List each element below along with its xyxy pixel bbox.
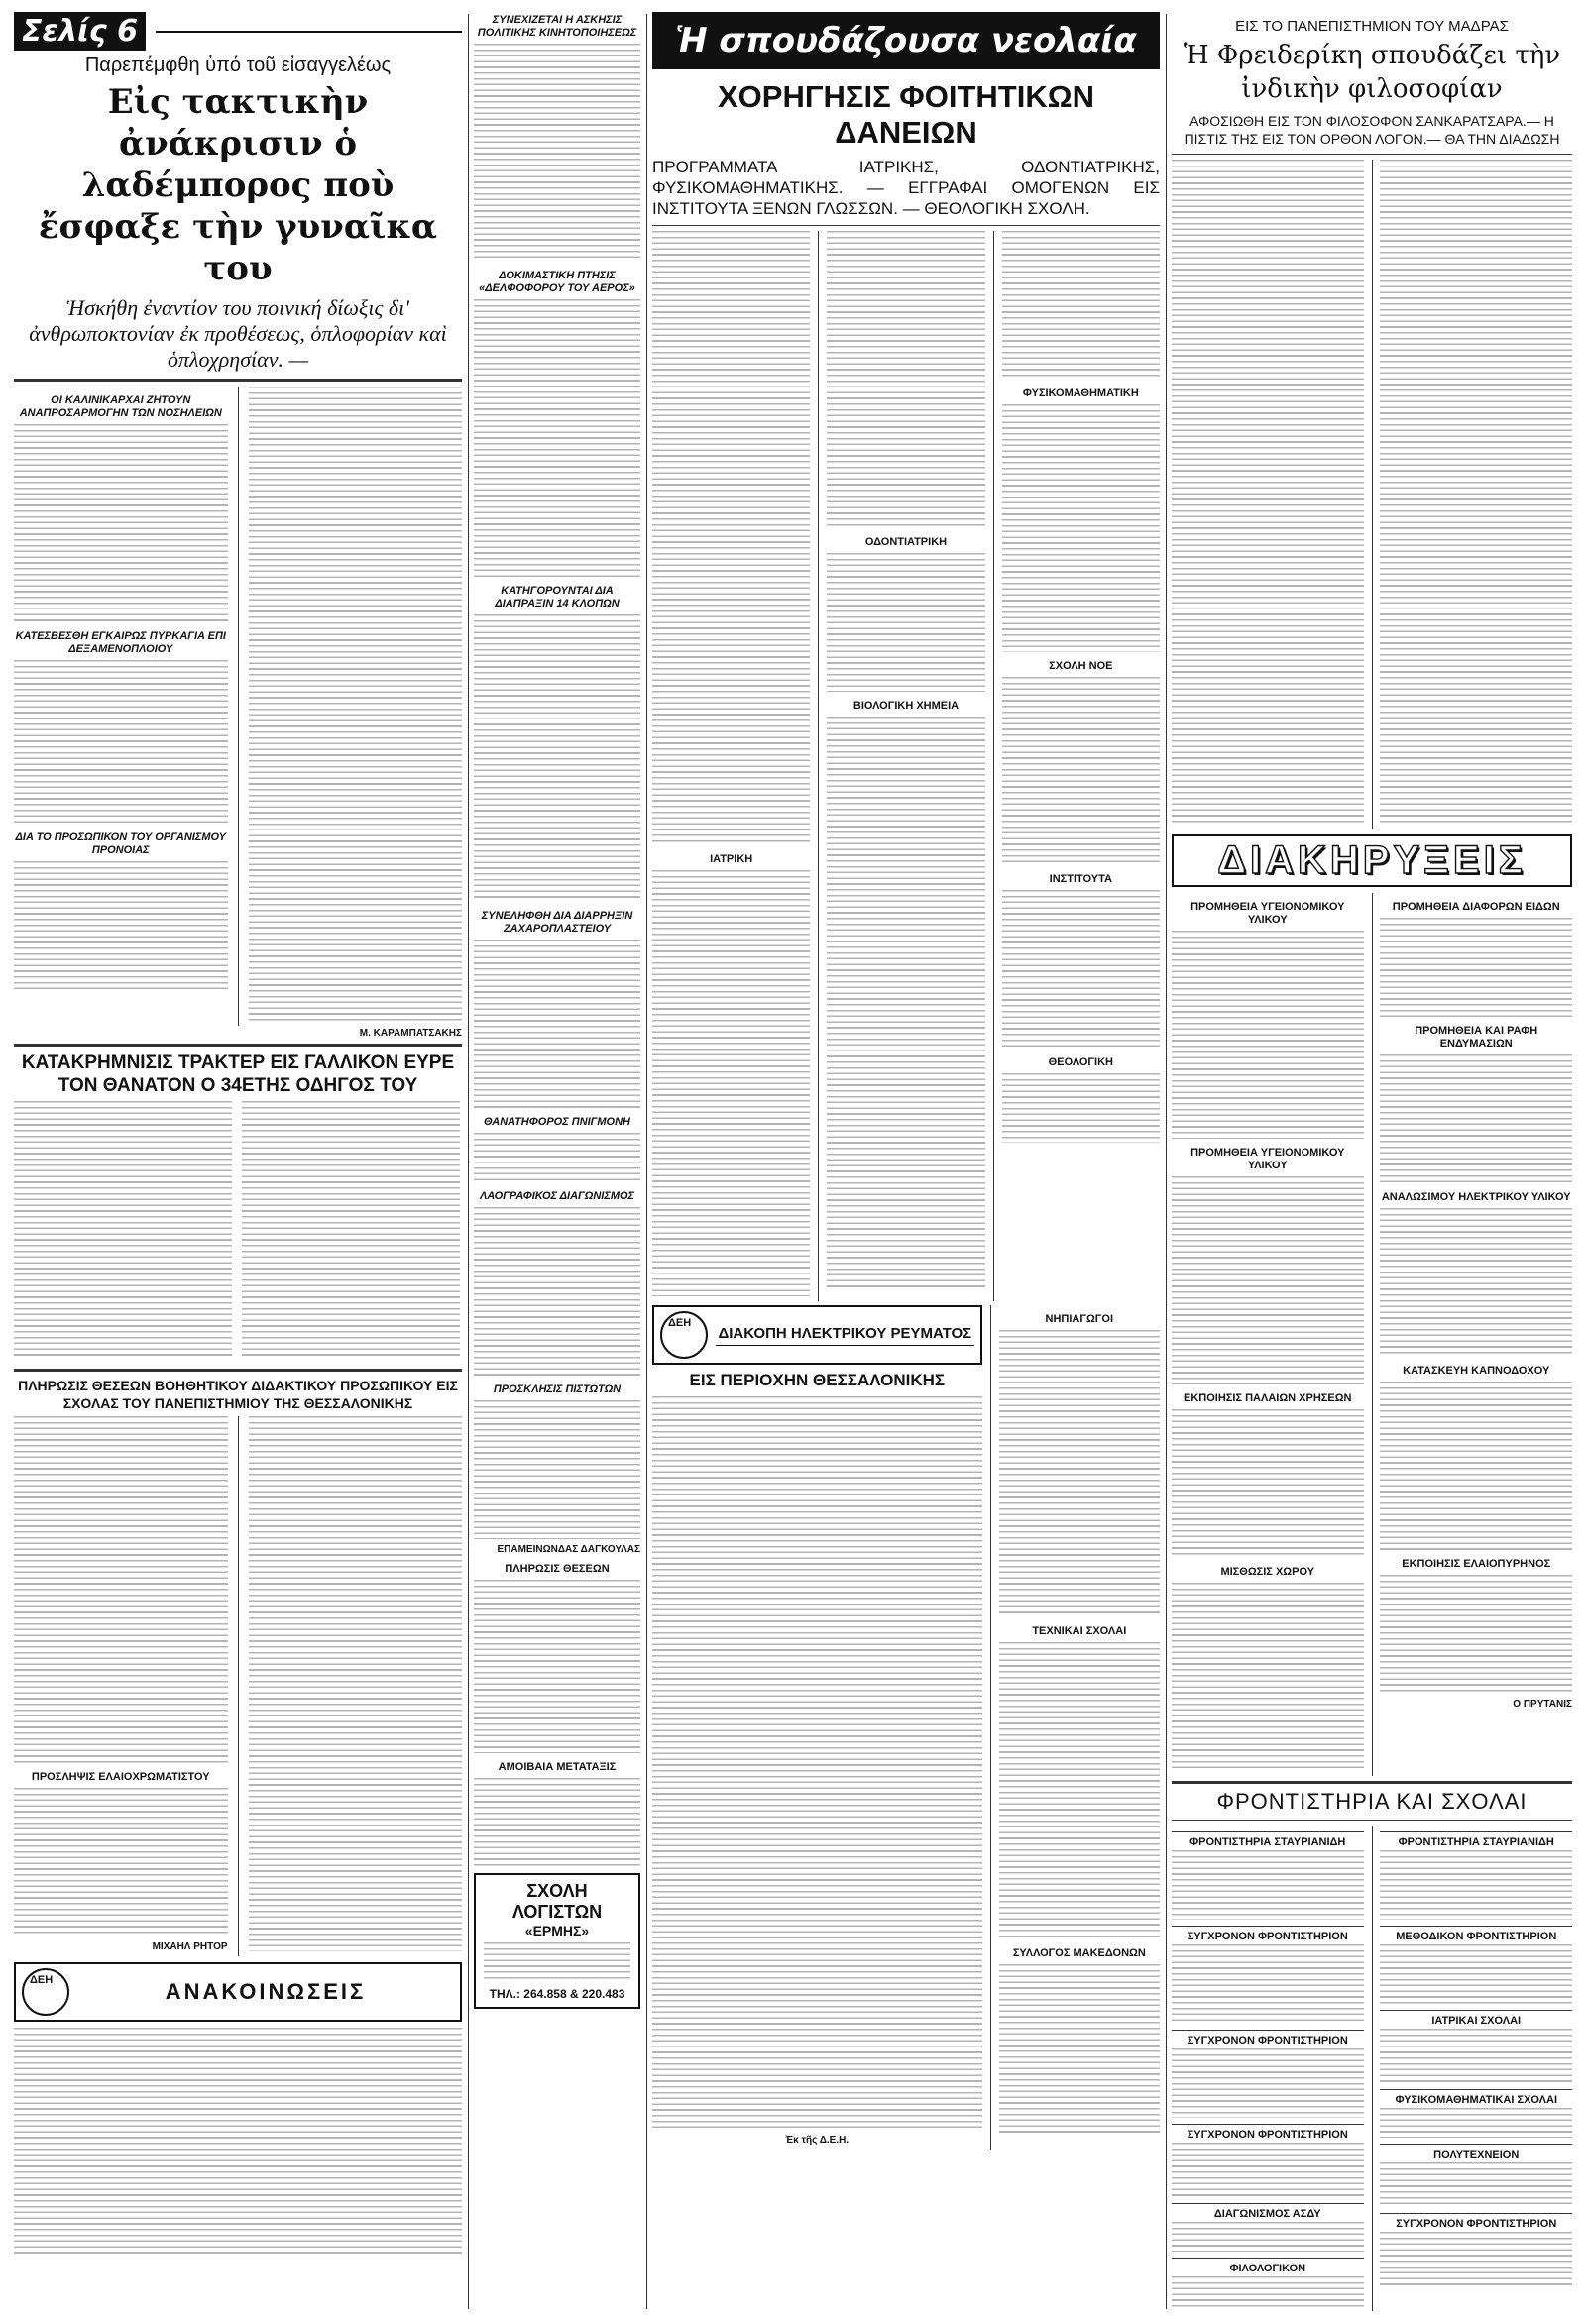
body-text: [999, 1964, 1160, 2133]
section-heading: ΔΙΑ ΤΟ ΠΡΟΣΩΠΙΚΟΝ ΤΟΥ ΟΡΓΑΝΙΣΜΟΥ ΠΡΟΝΟΙΑΣ: [15, 831, 226, 856]
column-center: [652, 12, 1160, 2311]
announcements-title: ΑΝΑΚΟΙΝΩΣΕΙΣ: [165, 1979, 367, 2004]
body-text: [14, 660, 228, 824]
body-text: [242, 1101, 460, 1359]
article-kicker: ΕΙΣ ΤΟ ΠΑΝΕΠΙΣΤΗΜΙΟΝ ΤΟΥ ΜΑΔΡΑΣ: [1235, 18, 1509, 35]
section-heading: ΔΟΚΙΜΑΣΤΙΚΗ ΠΤΗΣΙΣ «ΔΕΛΦΟΦΟΡΟΥ ΤΟΥ ΑΕΡΟΣ»: [479, 270, 635, 294]
body-text: [1002, 231, 1160, 380]
section-heading: ΠΡΟΣΚΛΗΣΙΣ ΠΙΣΤΩΤΩΝ: [493, 1383, 622, 1395]
section-heading: ΠΡΟΜΗΘΕΙΑ ΔΙΑΦΟΡΩΝ ΕΙΔΩΝ: [1392, 901, 1560, 913]
power-outage-notice: [652, 1305, 982, 2150]
article-kicker: Παρεπέμφθη ὑπό τοῦ εἰσαγγελέως: [84, 55, 392, 76]
body-text: [827, 231, 984, 528]
body-text: [652, 1396, 982, 2130]
school-ad-phone: ΤΗΛ.: 264.858 & 220.483: [489, 1987, 625, 2001]
body-text: [1380, 1208, 1572, 1357]
column-2: [474, 12, 640, 2311]
declarations-col-a: [1172, 893, 1364, 1776]
school-title: ΣΥΓΧΡΟΝΟΝ ΦΡΟΝΤΙΣΤΗΡΙΟΝ: [1172, 2124, 1364, 2141]
body-text: [1172, 1176, 1364, 1384]
body-text: [14, 1788, 228, 1937]
school-title: ΣΥΓΧΡΟΝΟΝ ΦΡΟΝΤΙΣΤΗΡΙΟΝ: [1380, 2213, 1572, 2230]
body-text: [1380, 1382, 1572, 1550]
body-text: [1380, 1575, 1572, 1694]
body-text: [474, 1400, 640, 1539]
declarations-col-b: [1380, 893, 1572, 1776]
article-headline: Ἡ Φρειδερίκη σπουδάζει τὴν ἰνδικὴν φιλοσοφίαν: [1183, 41, 1561, 104]
subcolumn-1a: [14, 387, 228, 1026]
section-heading: ΙΑΤΡΙΚΗ: [710, 853, 753, 865]
subcolumn-3d: [999, 1305, 1160, 2150]
school-title: ΦΡΟΝΤΙΣΤΗΡΙΑ ΣΤΑΥΡΙΑΝΙΔΗ: [1380, 1831, 1572, 1848]
power-outage-title: ΔΙΑΚΟΠΗ ΗΛΕΚΤΡΙΚΟΥ ΡΕΥΜΑΤΟΣ: [716, 1325, 974, 1346]
body-text: [484, 1942, 630, 1982]
body-text: [474, 1778, 640, 1867]
announcements-header: [14, 1962, 462, 2022]
body-text: [474, 44, 640, 262]
body-text: [14, 424, 228, 622]
section-heading: ΠΡΟΜΗΘΕΙΑ ΥΓΕΙΟΝΟΜΙΚΟΥ ΥΛΙΚΟΥ: [1190, 901, 1345, 926]
school-title: ΦΡΟΝΤΙΣΤΗΡΙΑ ΣΤΑΥΡΙΑΝΙΔΗ: [1172, 1831, 1364, 1848]
section-heading: ΝΗΠΙΑΓΩΓΟΙ: [1045, 1313, 1114, 1325]
school-title: ΜΕΘΟΔΙΚΟΝ ΦΡΟΝΤΙΣΤΗΡΙΟΝ: [1380, 1926, 1572, 1942]
body-text: [1172, 1583, 1364, 1771]
schools-section-title: ΦΡΟΝΤΙΣΤΗΡΙΑ ΚΑΙ ΣΧΟΛΑΙ: [1216, 1789, 1528, 1814]
subcolumn-3a: [652, 231, 810, 1301]
body-text: [1172, 2222, 1364, 2252]
body-text: [474, 1133, 640, 1182]
dei-logo-icon: ΔΕΗ: [22, 1968, 69, 2016]
column-left: [14, 12, 462, 2311]
body-text: [1172, 2276, 1364, 2311]
section-heading: ΙΝΣΤΙΤΟΥΤΑ: [1049, 873, 1112, 885]
section-heading: ΚΑΤΑΚΡΗΜΝΙΣΙΣ ΤΡΑΚΤΕΡ ΕΙΣ ΓΑΛΛΙΚΟΝ ΕΥΡΕ ΤΟΝ ΘΑΝΑΤΟΝ Ο 34ΕΤΗΣ ΟΔΗΓΟΣ ΤΟΥ: [21, 1052, 455, 1096]
section-heading: ΟΙ ΚΑΛΙΝΙΚΑΡΧΑΙ ΖΗΤΟΥΝ ΑΝΑΠΡΟΣΑΡΜΟΓΗΝ ΤΩΝ ΝΟΣΗΛΕΙΩΝ: [19, 394, 222, 419]
body-text: [1380, 2162, 1572, 2207]
power-outage-header: [652, 1305, 982, 1365]
section-heading: ΣΥΛΛΟΓΟΣ ΜΑΚΕΔΟΝΩΝ: [1012, 1947, 1146, 1959]
section-heading: ΣΧΟΛΗ ΝΟΕ: [1049, 660, 1113, 672]
subcolumn-3c: [1002, 231, 1160, 1301]
section-heading: ΘΕΟΛΟΓΙΚΗ: [1048, 1056, 1113, 1068]
body-text: [999, 1330, 1160, 1617]
body-text: [14, 2028, 462, 2256]
body-text: [14, 1416, 228, 1763]
body-text: [1172, 1850, 1364, 1920]
section-heading: ΣΥΝΕΛΗΦΘΗ ΔΙΑ ΔΙΑΡΡΗΞΙΝ ΖΑΧΑΡΟΠΛΑΣΤΕΙΟΥ: [481, 910, 633, 935]
dei-logo-icon: ΔΕΗ: [660, 1311, 708, 1359]
body-text: [474, 940, 640, 1108]
body-text: [1002, 677, 1160, 865]
body-text: [249, 1416, 463, 1951]
section-heading: ΦΥΣΙΚΟΜΑΘΗΜΑΤΙΚΗ: [1022, 387, 1139, 399]
school-title: ΔΙΑΓΩΝΙΣΜΟΣ ΑΣΔΥ: [1172, 2203, 1364, 2220]
article-subhead: ΠΡΟΓΡΑΜΜΑΤΑ ΙΑΤΡΙΚΗΣ, ΟΔΟΝΤΙΑΤΡΙΚΗΣ, ΦΥΣΙΚΟΜΑΘΗΜΑΤΙΚΗΣ. — ΕΓΓΡΑΦΑΙ ΟΜΟΓΕΝΩΝ ΕΙΣ ΙΝΣΤΙΤΟΥΤΑ ΞΕΝΩΝ ΓΛΩΣΣΩΝ. — ΘΕΟΛΟΓΙΚΗ ΣΧΟΛΗ.: [652, 158, 1160, 218]
body-text: [1172, 2048, 1364, 2118]
section-heading: ΠΡΟΜΗΘΕΙΑ ΚΑΙ ΡΑΦΗ ΕΝΔΥΜΑΣΙΩΝ: [1415, 1025, 1538, 1050]
body-text: [1172, 160, 1364, 824]
power-outage-subtitle: ΕΙΣ ΠΕΡΙΟΧΗΝ ΘΕΣΣΑΛΟΝΙΚΗΣ: [689, 1371, 946, 1389]
body-text: [652, 870, 810, 1296]
section-banner: Ἡ σπουδάζουσα νεολαία: [652, 12, 1160, 69]
schools-col-b: [1380, 1826, 1572, 2311]
subcolumn-3b: [827, 231, 984, 1301]
body-text: [1380, 1944, 1572, 2004]
school-title: ΣΥΓΧΡΟΝΟΝ ΦΡΟΝΤΙΣΤΗΡΙΟΝ: [1172, 2030, 1364, 2047]
school-title: ΦΥΣΙΚΟΜΑΘΗΜΑΤΙΚΑΙ ΣΧΟΛΑΙ: [1380, 2089, 1572, 2106]
signature: Ο ΠΡΥΤΑΝΙΣ: [1513, 1699, 1572, 1710]
section-heading: ΚΑΤΗΓΟΡΟΥΝΤΑΙ ΔΙΑ ΔΙΑΠΡΑΞΙΝ 14 ΚΛΟΠΩΝ: [495, 585, 620, 609]
article-subhead: ΑΦΟΣΙΩΘΗ ΕΙΣ ΤΟΝ ΦΙΛΟΣΟΦΟΝ ΣΑΝΚΑΡΑΤΣΑΡΑ.— Η ΠΙΣΤΙΣ ΤΗΣ ΕΙΣ ΤΟΝ ΟΡΘΟΝ ΛΟΓΟΝ.— ΘΑ ΤΗΝ ΔΙΑΔΩΣΗ: [1184, 113, 1560, 147]
body-text: [1172, 2143, 1364, 2197]
body-text: [1380, 1054, 1572, 1183]
body-text: [14, 1101, 232, 1359]
body-text: [1172, 931, 1364, 1139]
section-heading: ΚΑΤΕΣΒΕΣΘΗ ΕΓΚΑΙΡΩΣ ΠΥΡΚΑΓΙΑ ΕΠΙ ΔΕΞΑΜΕΝΟΠΛΟΙΟΥ: [15, 630, 226, 655]
column-right: [1172, 12, 1572, 2311]
section-heading: ΟΔΟΝΤΙΑΤΡΙΚΗ: [864, 536, 948, 548]
section-heading: ΣΥΝΕΧΙΖΕΤΑΙ Η ΑΣΚΗΣΙΣ ΠΟΛΙΤΙΚΗΣ ΚΙΝΗΤΟΠΟΙΗΣΕΩΣ: [477, 14, 637, 39]
school-title: ΣΥΓΧΡΟΝΟΝ ΦΡΟΝΤΙΣΤΗΡΙΟΝ: [1172, 1926, 1364, 1942]
section-heading: ΠΛΗΡΩΣΙΣ ΘΕΣΕΩΝ: [505, 1563, 610, 1575]
section-heading: ΠΛΗΡΩΣΙΣ ΘΕΣΕΩΝ ΒΟΗΘΗΤΙΚΟΥ ΔΙΔΑΚΤΙΚΟΥ ΠΡΟΣΩΠΙΚΟΥ ΕΙΣ ΣΧΟΛΑΣ ΤΟΥ ΠΑΝΕΠΙΣΤΗΜΙΟΥ ΤΗΣ ΘΕΣΣΑΛΟΝΙΚΗΣ: [18, 1378, 458, 1411]
schools-col-a: [1172, 1826, 1364, 2311]
body-text: [474, 614, 640, 902]
signature: ΕΠΑΜΕΙΝΩΝΔΑΣ ΔΑΓΚΟΥΛΑΣ: [497, 1544, 640, 1555]
body-text: [1380, 1850, 1572, 1920]
article-subhead: Ἡσκήθη ἐναντίον του ποινική δίωξις δι' ἀνθρωποκτονίαν ἐκ προθέσεως, ὁπλοφορίαν καὶ ὁπλοχρησίαν. —: [29, 295, 447, 372]
school-ad-box: [474, 1873, 640, 2009]
body-text: [474, 1207, 640, 1376]
body-text: [14, 861, 228, 990]
body-text: [1380, 160, 1572, 824]
body-text: [249, 387, 463, 1021]
body-text: [827, 553, 984, 692]
body-text: [1172, 1409, 1364, 1558]
section-heading: ΕΚΠΟΙΗΣΙΣ ΕΛΑΙΟΠΥΡΗΝΟΣ: [1402, 1558, 1551, 1570]
signature: Ἐκ τῆς Δ.Ε.Η.: [785, 2135, 850, 2146]
section-heading: ΚΑΤΑΣΚΕΥΗ ΚΑΠΝΟΔΟΧΟΥ: [1403, 1365, 1550, 1377]
subcolumn-1b: [249, 387, 463, 1026]
body-text: [652, 231, 810, 845]
page-number-logo: Σελίς 6: [14, 12, 146, 51]
body-text: [474, 1580, 640, 1753]
section-heading: ΒΙΟΛΟΓΙΚΗ ΧΗΜΕΙΑ: [852, 700, 960, 712]
section-heading: ΘΑΝΑΤΗΦΟΡΟΣ ΠΝΙΓΜΟΝΗ: [484, 1116, 630, 1128]
schools-listing: [1172, 1826, 1572, 2311]
signature: ΜΙΧΑΗΛ ΡΗΤΟΡ: [152, 1941, 228, 1952]
body-text: [1380, 918, 1572, 1017]
signature: Μ. ΚΑΡΑΜΠΑΤΣΑΚΗΣ: [359, 1028, 462, 1039]
school-ad-subtitle: «ΕΡΜΗΣ»: [524, 1923, 590, 1938]
section-heading: ΠΡΟΣΛΗΨΙΣ ΕΛΑΙΟΧΡΩΜΑΤΙΣΤΟΥ: [31, 1771, 210, 1783]
section-heading: ΛΑΟΓΡΑΦΙΚΟΣ ΔΙΑΓΩΝΙΣΜΟΣ: [479, 1190, 635, 1202]
article-headline: Εἰς τακτικὴν ἀνάκρισιν ὁ λαδέμπορος ποὺ ἔσφαξε τὴν γυναῖκα του: [38, 82, 438, 288]
body-text: [1380, 2029, 1572, 2083]
declarations-banner: [1172, 834, 1572, 887]
body-text: [827, 717, 984, 1291]
body-text: [1172, 1944, 1364, 2024]
school-title: ΦΙΛΟΛΟΓΙΚΟΝ: [1172, 2258, 1364, 2274]
article-headline: ΧΟΡΗΓΗΣΙΣ ΦΟΙΤΗΤΙΚΩΝ ΔΑΝΕΙΩΝ: [718, 79, 1094, 150]
section-heading: ΑΜΟΙΒΑΙΑ ΜΕΤΑΤΑΞΙΣ: [498, 1761, 617, 1773]
body-text: [1380, 2108, 1572, 2138]
section-heading: ΤΕΧΝΙΚΑΙ ΣΧΟΛΑΙ: [1032, 1625, 1127, 1637]
body-text: [999, 1642, 1160, 1939]
school-ad-title: ΣΧΟΛΗ ΛΟΓΙΣΤΩΝ: [511, 1881, 603, 1922]
declarations-title: ΔΙΑΚΗΡΥΞΕΙΣ: [1217, 838, 1527, 882]
body-text: [1002, 1073, 1160, 1143]
body-text: [474, 299, 640, 577]
section-heading: ΜΙΣΘΩΣΙΣ ΧΩΡΟΥ: [1220, 1566, 1315, 1578]
section-heading: ΕΚΠΟΙΗΣΙΣ ΠΑΛΑΙΩΝ ΧΡΗΣΕΩΝ: [1184, 1392, 1352, 1404]
section-heading: ΑΝΑΛΩΣΙΜΟΥ ΗΛΕΚΤΡΙΚΟΥ ΥΛΙΚΟΥ: [1381, 1191, 1571, 1203]
section-heading: ΠΡΟΜΗΘΕΙΑ ΥΓΕΙΟΝΟΜΙΚΟΥ ΥΛΙΚΟΥ: [1190, 1147, 1345, 1171]
body-text: [1002, 404, 1160, 652]
school-title: ΙΑΤΡΙΚΑΙ ΣΧΟΛΑΙ: [1380, 2010, 1572, 2027]
school-title: ΠΟΛΥΤΕΧΝΕΙΟΝ: [1380, 2144, 1572, 2160]
body-text: [1380, 2232, 1572, 2286]
body-text: [1002, 890, 1160, 1049]
